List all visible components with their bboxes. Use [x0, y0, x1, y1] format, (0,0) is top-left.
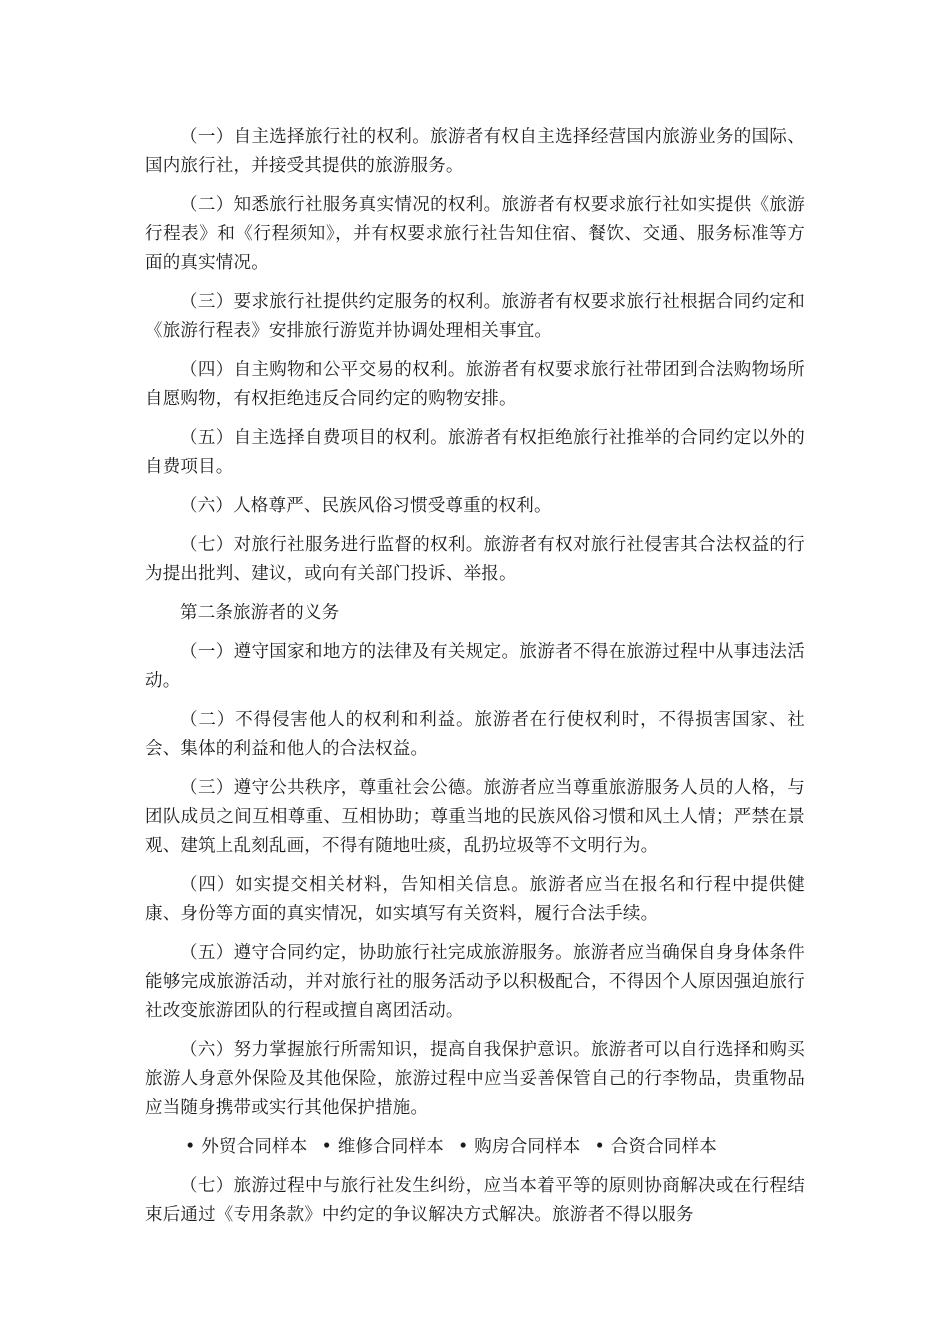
- paragraph-duty-4: （四）如实提交相关材料，告知相关信息。旅游者应当在报名和行程中提供健康、身份等方面的真实情况，如实填写有关资料，履行合法手续。: [145, 875, 805, 924]
- paragraph-duty-1: （一）遵守国家和地方的法律及有关规定。旅游者不得在旅游过程中从事违法活动。: [145, 642, 805, 691]
- paragraph-right-5: （五）自主选择自费项目的权利。旅游者有权拒绝旅行社推举的合同约定以外的自费项目。: [145, 428, 805, 477]
- related-link-trade-contract[interactable]: • 外贸合同样本: [185, 1133, 308, 1162]
- paragraph-duty-2: （二）不得侵害他人的权利和利益。旅游者在行使权利时，不得损害国家、社会、集体的利益和他人的合法权益。: [145, 710, 805, 759]
- related-links: [145, 1133, 805, 1162]
- paragraph-duty-7: （七）旅游过程中与旅行社发生纠纷，应当本着平等的原则协商解决或在行程结束后通过《专用条款》中约定的争议解决方式解决。旅游者不得以服务: [145, 1176, 805, 1225]
- paragraph-right-2: （二）知悉旅行社服务真实情况的权利。旅游者有权要求旅行社如实提供《旅游行程表》和《行程须知》，并有权要求旅行社告知住宿、餐饮、交通、服务标准等方面的真实情况。: [145, 195, 805, 273]
- paragraph-duty-3: （三）遵守公共秩序，尊重社会公德。旅游者应当尊重旅游服务人员的人格，与团队成员之间互相尊重、互相协助；尊重当地的民族风俗习惯和风土人情；严禁在景观、建筑上乱刻乱画，不得有随地吐痰，乱扔垃圾等不文明行为。: [145, 778, 805, 856]
- related-link-repair-contract[interactable]: • 维修合同样本: [322, 1133, 445, 1162]
- paragraph-right-4: （四）自主购物和公平交易的权利。旅游者有权要求旅行社带团到合法购物场所自愿购物，有权拒绝违反合同约定的购物安排。: [145, 360, 805, 409]
- related-link-house-contract[interactable]: • 购房合同样本: [458, 1133, 581, 1162]
- paragraph-right-7: （七）对旅行社服务进行监督的权利。旅游者有权对旅行社侵害其合法权益的行为提出批判、建议，或向有关部门投诉、举报。: [145, 535, 805, 584]
- paragraph-right-1: （一）自主选择旅行社的权利。旅游者有权自主选择经营国内旅游业务的国际、国内旅行社，并接受其提供的旅游服务。: [145, 127, 805, 176]
- related-link-joint-venture-contract[interactable]: • 合资合同样本: [595, 1133, 718, 1162]
- document-body: [145, 123, 805, 1240]
- paragraph-right-3: （三）要求旅行社提供约定服务的权利。旅游者有权要求旅行社根据合同约定和《旅游行程表》安排旅行游览并协调处理相关事宜。: [145, 292, 805, 341]
- paragraph-duty-6: （六）努力掌握旅行所需知识，提高自我保护意识。旅游者可以自行选择和购买旅游人身意外保险及其他保险，旅游过程中应当妥善保管自己的行李物品，贵重物品应当随身携带或实行其他保护措施。: [145, 1040, 805, 1118]
- section-heading: 第二条旅游者的义务: [180, 603, 340, 623]
- paragraph-right-6: （六）人格尊严、民族风俗习惯受尊重的权利。: [180, 496, 552, 516]
- paragraph-duty-5: （五）遵守合同约定，协助旅行社完成旅游服务。旅游者应当确保自身身体条件能够完成旅游活动，并对旅行社的服务活动予以积极配合，不得因个人原因强迫旅行社改变旅游团队的行程或擅自离团活动。: [145, 943, 805, 1021]
